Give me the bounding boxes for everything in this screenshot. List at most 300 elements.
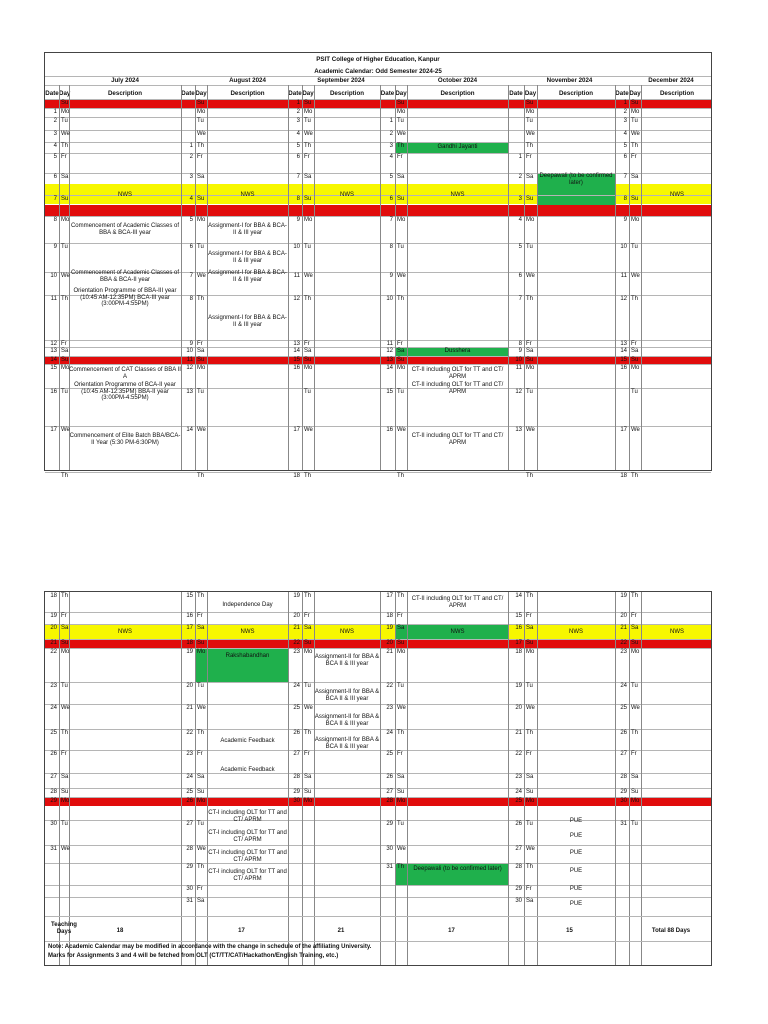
day-cell: Th xyxy=(397,864,405,870)
day-cell: Th xyxy=(631,143,639,149)
month-header: December 2024 xyxy=(648,76,694,84)
day-cell: Su xyxy=(526,789,534,795)
col-header-day: Day xyxy=(195,90,207,97)
day-cell: Sa xyxy=(526,774,534,780)
col-header-day: Day xyxy=(302,90,314,97)
date-cell: 19 xyxy=(386,625,393,631)
day-cell: Mo xyxy=(304,798,313,804)
day-cell: Tu xyxy=(61,389,68,395)
day-cell: We xyxy=(631,705,640,711)
nws-label: NWS xyxy=(118,629,132,635)
date-cell: 2 xyxy=(389,131,393,137)
day-cell: Tu xyxy=(61,244,68,250)
date-cell: 13 xyxy=(386,357,393,363)
date-cell: 1 xyxy=(518,154,522,160)
nws-label: NWS xyxy=(118,192,132,198)
row-divider xyxy=(45,624,711,625)
note-line: Marks for Assignments 3 and 4 will be fetched from OLT (CT/TT/CAT/Hackathon/English Training, etc.) xyxy=(48,953,339,959)
month-header: September 2024 xyxy=(317,76,365,84)
day-cell: Sa xyxy=(397,174,405,180)
date-cell: 7 xyxy=(518,296,522,302)
day-cell: Mo xyxy=(61,649,70,655)
day-cell: Fr xyxy=(304,154,310,160)
date-cell: 21 xyxy=(620,625,627,631)
col-header-description: Description xyxy=(107,90,143,97)
column-divider xyxy=(641,85,642,470)
description-cell: Academic Feedback xyxy=(220,738,275,744)
row-divider xyxy=(45,863,711,864)
date-cell: 11 xyxy=(620,273,627,279)
column-divider xyxy=(629,85,630,470)
date-cell: 9 xyxy=(53,244,57,250)
day-cell: Su xyxy=(197,100,205,106)
date-cell: 20 xyxy=(186,683,193,689)
date-cell: 16 xyxy=(293,365,300,371)
description-cell: CT-II including OLT for TT and CT/ APRM xyxy=(411,596,504,609)
date-cell: 12 xyxy=(386,348,393,354)
day-cell: Su xyxy=(304,357,312,363)
date-cell: 27 xyxy=(515,846,522,852)
row-divider xyxy=(45,117,711,118)
day-cell: We xyxy=(197,131,206,137)
day-cell: Tu xyxy=(197,389,204,395)
date-cell: 31 xyxy=(50,846,57,852)
nws-label: NWS xyxy=(670,192,684,198)
day-cell: Sa xyxy=(304,774,312,780)
day-cell: Su xyxy=(61,640,69,646)
date-cell: 20 xyxy=(50,625,57,631)
date-cell: 11 xyxy=(50,296,57,302)
day-cell: We xyxy=(61,705,70,711)
date-cell: 18 xyxy=(293,473,300,479)
day-cell: Mo xyxy=(631,798,640,804)
date-cell: 4 xyxy=(518,217,522,223)
day-cell: Sa xyxy=(526,898,534,904)
date-cell: 12 xyxy=(620,296,627,302)
column-divider xyxy=(395,85,396,470)
day-cell: Mo xyxy=(526,798,535,804)
day-cell: Mo xyxy=(631,109,640,115)
day-cell: Tu xyxy=(304,389,311,395)
day-cell: Sa xyxy=(61,625,69,631)
date-cell: 20 xyxy=(386,640,393,646)
date-cell: 12 xyxy=(186,365,193,371)
description-cell: Academic Feedback xyxy=(220,767,275,773)
col-header-description: Description xyxy=(440,90,475,97)
nws-label: NWS xyxy=(670,629,684,635)
column-divider xyxy=(207,592,208,965)
day-cell: We xyxy=(631,131,640,137)
date-cell: 9 xyxy=(389,273,393,279)
description-cell: Independence Day xyxy=(222,602,273,608)
day-cell: Th xyxy=(197,473,205,479)
day-cell: Sa xyxy=(304,348,312,354)
date-cell: 4 xyxy=(389,154,393,160)
date-cell: 26 xyxy=(386,774,393,780)
date-cell: 9 xyxy=(189,341,193,347)
day-cell: Su xyxy=(631,640,639,646)
day-cell: We xyxy=(304,427,313,433)
description-cell: CT-II including OLT for TT and CT/ APRM xyxy=(411,382,504,395)
day-cell: Th xyxy=(61,730,69,736)
date-cell: 28 xyxy=(386,798,393,804)
description-cell: CT-I including OLT for TT and CT/ APRM xyxy=(208,869,287,882)
day-cell: Fr xyxy=(397,154,403,160)
day-cell: Th xyxy=(304,730,312,736)
pue-label: PUE xyxy=(569,868,583,874)
day-cell: We xyxy=(526,705,535,711)
date-cell: 23 xyxy=(386,705,393,711)
day-cell: Th xyxy=(304,473,312,479)
pue-label: PUE xyxy=(569,901,583,907)
day-cell: Sa xyxy=(631,348,639,354)
row-divider xyxy=(45,797,711,798)
day-cell: Su xyxy=(397,357,405,363)
day-cell: We xyxy=(304,273,313,279)
date-cell: 19 xyxy=(620,593,627,599)
row-divider xyxy=(45,729,711,730)
day-cell: Mo xyxy=(631,365,640,371)
date-cell: 5 xyxy=(189,217,193,223)
col-header-description: Description xyxy=(659,90,695,97)
calendar-sheet-page-1 xyxy=(44,52,712,479)
date-cell: 15 xyxy=(186,593,193,599)
date-cell: 10 xyxy=(186,348,193,354)
column-divider xyxy=(407,85,408,470)
date-cell: 8 xyxy=(296,196,300,202)
teaching-days-value: 17 xyxy=(238,928,245,934)
day-cell: Mo xyxy=(397,217,406,223)
day-cell: Th xyxy=(631,730,639,736)
date-cell: 24 xyxy=(515,789,522,795)
day-cell: We xyxy=(304,705,313,711)
col-header-date: Date xyxy=(45,90,59,97)
day-cell: Mo xyxy=(61,217,70,223)
day-cell: Sa xyxy=(526,625,534,631)
date-cell: 8 xyxy=(518,341,522,347)
day-cell: Tu xyxy=(197,683,204,689)
row-divider xyxy=(45,472,711,473)
date-cell: 24 xyxy=(386,730,393,736)
date-cell: 11 xyxy=(515,365,522,371)
date-cell: 19 xyxy=(186,649,193,655)
day-cell: Sa xyxy=(397,625,405,631)
date-cell: 6 xyxy=(189,244,193,250)
date-cell: 25 xyxy=(186,789,193,795)
sunday-band xyxy=(45,798,711,806)
day-cell: Tu xyxy=(61,683,68,689)
day-cell: We xyxy=(397,705,406,711)
day-cell: Th xyxy=(631,473,639,479)
nws-label: NWS xyxy=(450,629,465,635)
date-cell: 5 xyxy=(518,244,522,250)
day-cell: Su xyxy=(197,640,205,646)
description-cell: Assignment-I for BBA & BCA-II & III year xyxy=(208,270,287,283)
row-divider xyxy=(45,773,711,774)
description-cell: Orientation Programme of BBA-III year (10:45 AM-12:35PM) BCA-III year (3:00PM-4:55PM) xyxy=(73,288,177,308)
nws-label: NWS xyxy=(240,192,255,198)
day-cell: Mo xyxy=(304,649,313,655)
day-cell: Mo xyxy=(197,217,206,223)
day-cell: We xyxy=(397,427,406,433)
date-cell: 1 xyxy=(189,143,193,149)
day-cell: Fr xyxy=(526,613,532,619)
day-cell: Sa xyxy=(197,774,205,780)
date-cell: 24 xyxy=(293,683,300,689)
day-cell: Sa xyxy=(397,348,405,354)
date-cell: 11 xyxy=(186,357,193,363)
col-header-date: Date xyxy=(380,90,395,97)
date-cell: 13 xyxy=(50,348,57,354)
day-cell: Sa xyxy=(397,774,405,780)
day-cell: We xyxy=(631,427,640,433)
day-cell: Su xyxy=(61,789,69,795)
pue-label: PUE xyxy=(569,833,583,839)
date-cell: 27 xyxy=(50,774,57,780)
day-cell: Th xyxy=(526,143,534,149)
date-cell: 28 xyxy=(620,774,627,780)
row-divider xyxy=(45,788,711,789)
row-divider xyxy=(45,612,711,613)
date-cell: 7 xyxy=(623,174,627,180)
date-cell: 26 xyxy=(186,798,193,804)
date-cell: 8 xyxy=(189,296,193,302)
day-cell: Fr xyxy=(197,154,203,160)
date-cell: 4 xyxy=(53,143,57,149)
row-divider xyxy=(45,347,711,348)
day-cell: Th xyxy=(397,730,405,736)
day-cell: Th xyxy=(631,296,639,302)
date-cell: 10 xyxy=(515,357,522,363)
day-cell: Su xyxy=(631,100,639,106)
column-divider xyxy=(537,85,538,470)
day-cell: Sa xyxy=(197,898,205,904)
description-cell: Commencement of CAT Classes of BBA II A xyxy=(69,367,181,380)
day-cell: Sa xyxy=(197,348,205,354)
date-cell: 20 xyxy=(515,705,522,711)
column-divider xyxy=(524,85,525,470)
row-divider xyxy=(45,216,711,217)
date-cell: 2 xyxy=(189,154,193,160)
column-divider xyxy=(195,85,196,470)
description-cell: CT-II including OLT for TT and CT/ APRM xyxy=(411,433,504,446)
day-cell: Sa xyxy=(197,174,205,180)
row-divider xyxy=(45,682,711,683)
row-divider xyxy=(45,639,711,640)
date-cell: 18 xyxy=(515,649,522,655)
date-cell: 21 xyxy=(293,625,300,631)
day-cell: Th xyxy=(197,730,205,736)
notes-divider xyxy=(45,941,711,942)
date-cell: 14 xyxy=(386,365,393,371)
day-cell: Su xyxy=(526,100,534,106)
description-cell: CT-I including OLT for TT and CT/ APRM xyxy=(208,810,287,823)
day-cell: We xyxy=(526,427,535,433)
day-cell: Mo xyxy=(397,109,406,115)
description-cell: Assignment-I for BBA & BCA-II & III year xyxy=(208,251,287,264)
day-cell: Th xyxy=(61,473,69,479)
day-cell: Fr xyxy=(397,341,403,347)
date-cell: 10 xyxy=(620,244,627,250)
day-cell: Th xyxy=(526,473,534,479)
row-divider xyxy=(45,845,711,846)
date-cell: 25 xyxy=(515,798,522,804)
day-cell: Su xyxy=(526,357,534,363)
day-cell: Sa xyxy=(61,774,69,780)
day-cell: Su xyxy=(631,789,639,795)
day-cell: Th xyxy=(526,864,534,870)
day-cell: Tu xyxy=(197,118,204,124)
date-cell: 29 xyxy=(186,864,193,870)
date-cell: 14 xyxy=(186,427,193,433)
day-cell: Su xyxy=(397,789,405,795)
day-cell: Mo xyxy=(526,109,535,115)
month-divider xyxy=(45,85,711,86)
date-cell: 2 xyxy=(296,109,300,115)
day-cell: Fr xyxy=(526,886,532,892)
column-divider xyxy=(302,592,303,965)
date-cell: 11 xyxy=(293,273,300,279)
day-cell: We xyxy=(397,846,406,852)
day-cell: Su xyxy=(526,196,534,202)
col-header-description: Description xyxy=(558,90,594,97)
day-cell: Mo xyxy=(397,649,406,655)
date-cell: 28 xyxy=(50,789,57,795)
nws-label: NWS xyxy=(340,629,354,635)
date-cell: 24 xyxy=(186,774,193,780)
date-cell: 14 xyxy=(293,348,300,354)
day-cell: Fr xyxy=(526,154,532,160)
day-cell: Su xyxy=(197,789,205,795)
day-cell: Th xyxy=(526,730,534,736)
day-cell: Sa xyxy=(631,625,639,631)
description-cell: Assignment-II for BBA & BCA II & III year xyxy=(314,654,380,667)
day-cell: Th xyxy=(304,593,312,599)
date-cell: 11 xyxy=(386,341,393,347)
day-cell: Su xyxy=(61,357,69,363)
day-cell: Fr xyxy=(631,154,637,160)
day-cell: Su xyxy=(304,196,312,202)
col-header-day: Day xyxy=(629,90,641,97)
note-line: Note: Academic Calendar may be modified in accordance with the change in schedule of the affiliating University. xyxy=(48,944,372,950)
teaching-days-label: Teaching Days xyxy=(51,922,77,935)
day-cell: We xyxy=(61,846,70,852)
day-cell: Tu xyxy=(526,389,533,395)
date-cell: 30 xyxy=(186,886,193,892)
day-cell: Su xyxy=(526,640,534,646)
day-cell: We xyxy=(397,131,406,137)
date-cell: 22 xyxy=(186,730,193,736)
date-cell: 21 xyxy=(515,730,522,736)
day-cell: Tu xyxy=(631,118,638,124)
teaching-days-value: 21 xyxy=(337,928,345,934)
day-cell: We xyxy=(526,131,535,137)
date-cell: 2 xyxy=(518,174,522,180)
day-cell: Tu xyxy=(526,683,533,689)
day-cell: We xyxy=(197,705,206,711)
col-header-day: Day xyxy=(59,90,71,97)
day-cell: Tu xyxy=(526,821,533,827)
day-cell: Tu xyxy=(304,683,311,689)
day-cell: Tu xyxy=(526,118,533,124)
row-divider xyxy=(45,356,711,357)
date-cell: 27 xyxy=(186,821,193,827)
date-cell: 25 xyxy=(50,730,57,736)
date-cell: 4 xyxy=(189,196,193,202)
day-cell: Su xyxy=(397,196,405,202)
date-cell: 12 xyxy=(293,296,300,302)
date-cell: 17 xyxy=(515,640,522,646)
day-cell: Su xyxy=(197,196,205,202)
col-header-date: Date xyxy=(509,90,523,97)
day-cell: Mo xyxy=(304,109,313,115)
day-cell: Mo xyxy=(397,365,406,371)
date-cell: 9 xyxy=(623,217,627,223)
date-cell: 13 xyxy=(186,389,193,395)
day-cell: Tu xyxy=(397,118,404,124)
date-cell: 3 xyxy=(518,196,522,202)
date-cell: 22 xyxy=(620,640,627,646)
day-cell: We xyxy=(304,131,313,137)
day-cell: Th xyxy=(197,593,205,599)
day-cell: Th xyxy=(197,143,205,149)
day-cell: Th xyxy=(397,593,405,599)
date-cell: 2 xyxy=(53,118,57,124)
row-divider xyxy=(45,704,711,705)
day-cell: Su xyxy=(304,789,312,795)
date-cell: 2 xyxy=(623,109,627,115)
description-cell: CT-II including OLT for TT and CT/ APRM xyxy=(411,367,504,380)
column-divider xyxy=(302,85,303,470)
calendar-title: Academic Calendar: Odd Semester 2024-25 xyxy=(314,68,442,75)
date-cell: 9 xyxy=(296,217,300,223)
day-cell: Fr xyxy=(61,751,67,757)
date-cell: 24 xyxy=(620,683,627,689)
date-cell: 8 xyxy=(53,217,57,223)
nws-label: NWS xyxy=(340,192,354,198)
month-header: November 2024 xyxy=(546,76,593,84)
date-cell: 10 xyxy=(386,296,393,302)
nws-label: NWS xyxy=(450,192,465,198)
date-cell: 29 xyxy=(293,789,300,795)
date-cell: 16 xyxy=(186,613,193,619)
date-cell: 23 xyxy=(293,649,300,655)
date-cell: 23 xyxy=(186,751,193,757)
day-cell: Fr xyxy=(397,613,403,619)
day-cell: Mo xyxy=(197,109,206,115)
description-cell: Rakshabandhan xyxy=(225,653,270,659)
date-cell: 3 xyxy=(53,131,57,137)
description-cell: CT-I including OLT for TT and CT/ APRM xyxy=(208,850,287,863)
day-cell: Fr xyxy=(631,751,637,757)
day-cell: Sa xyxy=(526,348,534,354)
day-cell: Mo xyxy=(397,798,406,804)
date-cell: 29 xyxy=(515,886,522,892)
description-cell: Deepawali (to be confirmed later) xyxy=(413,866,502,872)
day-cell: Fr xyxy=(304,751,310,757)
date-cell: 27 xyxy=(293,751,300,757)
pue-label: PUE xyxy=(569,886,583,892)
day-cell: Tu xyxy=(61,118,68,124)
day-cell: We xyxy=(197,273,206,279)
column-divider xyxy=(629,592,630,965)
column-divider xyxy=(314,592,315,965)
column-divider xyxy=(395,592,396,965)
day-cell: Th xyxy=(631,593,639,599)
day-cell: Mo xyxy=(61,365,70,371)
day-cell: Th xyxy=(397,296,405,302)
date-cell: 6 xyxy=(296,154,300,160)
